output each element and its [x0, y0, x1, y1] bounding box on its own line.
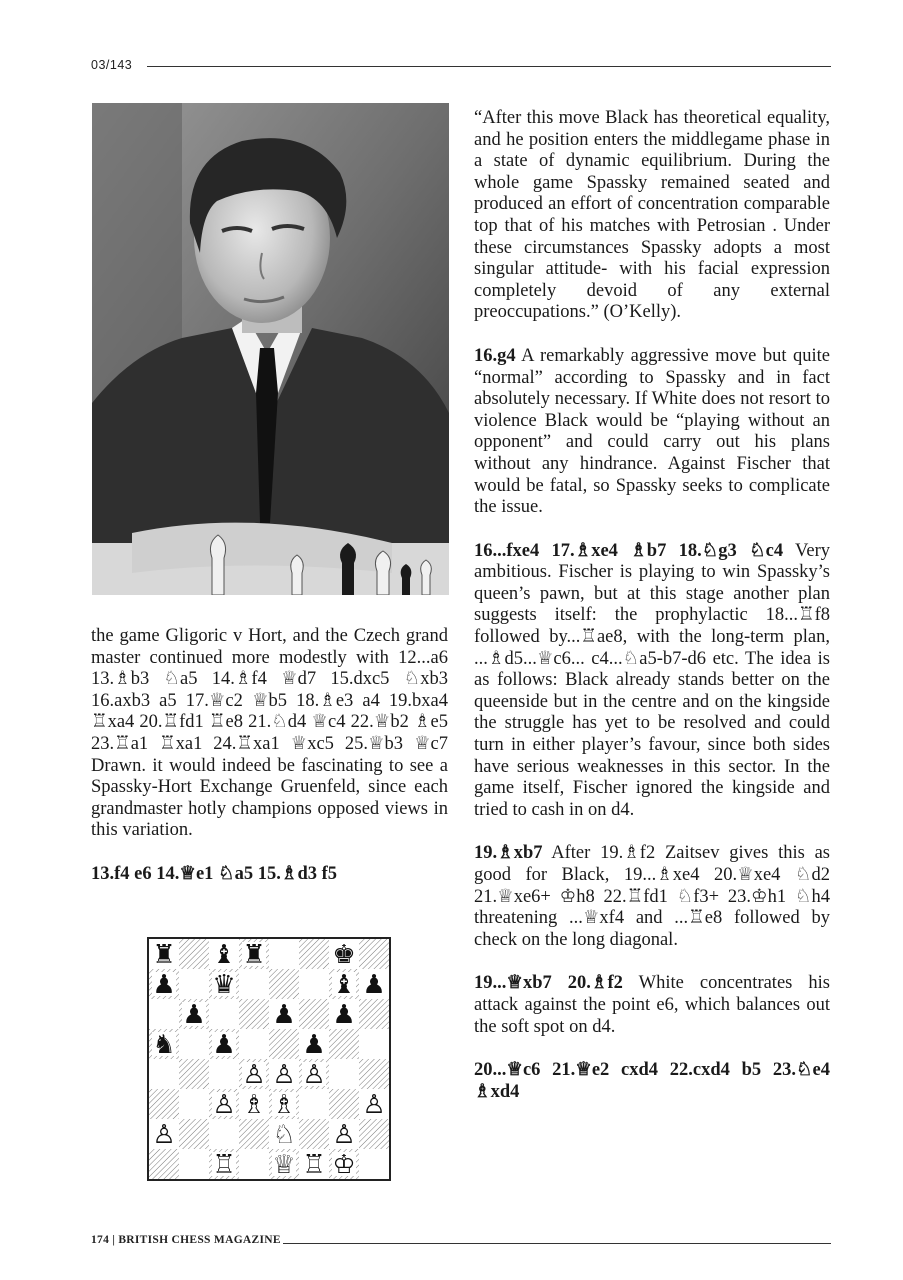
dark-square	[299, 999, 329, 1029]
chess-piece-f5: ♟	[302, 1030, 326, 1060]
chess-piece-a5: ♞	[152, 1030, 176, 1060]
chess-piece-h3: ♙	[362, 1090, 386, 1120]
header-rule	[147, 66, 831, 67]
annotation-16-fxe4	[474, 541, 830, 822]
light-square	[209, 1059, 239, 1089]
light-square	[299, 969, 329, 999]
chess-piece-c7: ♛	[212, 970, 236, 1000]
move-text: 16.g4	[474, 345, 516, 366]
chess-piece-a8: ♜	[152, 940, 176, 970]
dark-square	[239, 1119, 269, 1149]
chess-piece-e3: ♗	[272, 1090, 296, 1120]
chess-piece-d3: ♗	[242, 1090, 266, 1120]
annotation-text: A remarkably aggressive move but quite “normal” according to Spassky and in fact absolutely necessary. If White does not resort to violence Black would be “playing without an opponent” and could carry out his plans without any hindrance. Against Fischer that would be fatal, so Spassky seeks to complicate the issue.	[474, 345, 830, 518]
light-square	[209, 1119, 239, 1149]
footer-text: 174 | BRITISH CHESS MAGAZINE	[91, 1234, 281, 1246]
move-text: 19.♗xb7	[474, 843, 543, 864]
chess-piece-g1: ♔	[332, 1150, 356, 1179]
moves-heading-final: 20...♕c6 21.♕e2 cxd4 22.cxd4 b5 23.♘e4 ♗xd4	[474, 1060, 830, 1102]
light-square	[179, 969, 209, 999]
light-square	[359, 1149, 389, 1179]
dark-square	[149, 1149, 179, 1179]
footer-rule	[283, 1243, 831, 1244]
chess-piece-d4: ♙	[242, 1060, 266, 1090]
chess-piece-a7: ♟	[152, 970, 176, 1000]
move-text: 16...fxe4 17.♗xe4 ♗b7 18.♘g3 ♘c4	[474, 540, 784, 561]
chess-diagram	[147, 937, 391, 1181]
light-square	[149, 999, 179, 1029]
chess-piece-g6: ♟	[332, 1000, 356, 1030]
left-column	[91, 626, 448, 908]
dark-square	[269, 1029, 299, 1059]
chess-piece-c1: ♖	[212, 1150, 236, 1179]
chess-piece-a2: ♙	[152, 1120, 176, 1150]
light-square	[179, 1149, 209, 1179]
chess-piece-e4: ♙	[272, 1060, 296, 1090]
chess-piece-f4: ♙	[302, 1060, 326, 1090]
light-square	[179, 1029, 209, 1059]
chess-piece-f1: ♖	[302, 1150, 326, 1179]
chess-piece-e6: ♟	[272, 1000, 296, 1030]
annotation-text: White concentrates his attack against the point e6, which balances out the soft spot on d4.	[474, 973, 831, 1037]
dark-square	[329, 1089, 359, 1119]
annotation-16-g4	[474, 346, 830, 519]
dark-square	[359, 939, 389, 969]
right-column	[474, 108, 830, 1125]
dark-square	[329, 1029, 359, 1059]
page-footer	[91, 1234, 831, 1252]
chess-piece-g2: ♙	[332, 1120, 356, 1150]
dark-square	[179, 939, 209, 969]
annotation-text: Very ambitious. Fischer is playing to win Spassky’s queen’s pawn, but at this stage another plan suggests itself: the prophylactic 18...♖f8 followed by...♖ae8, with the long-term plan, ...♗d5...♕c6... c4...♘a5-b7-d6 etc. The idea is as follows: Black already stands better on the queenside but in the centre and on the kingside the struggle has yet to be resolved and could turn in either player’s favour, since both sides have serious weaknesses in this sector. In the game itself, Fischer ignored the kingside and tried to cash in on d4.	[474, 540, 830, 820]
dark-square	[239, 999, 269, 1029]
light-square	[239, 1149, 269, 1179]
chess-piece-h7: ♟	[362, 970, 386, 1000]
light-square	[239, 969, 269, 999]
dark-square	[359, 1059, 389, 1089]
page-header	[91, 58, 831, 76]
chess-piece-g7: ♝	[332, 970, 356, 1000]
move-text: 19...♕xb7 20.♗f2	[474, 973, 623, 994]
light-square	[269, 939, 299, 969]
chess-piece-g8: ♚	[332, 940, 356, 970]
light-square	[359, 1029, 389, 1059]
light-square	[299, 1089, 329, 1119]
dark-square	[179, 1119, 209, 1149]
dark-square	[359, 999, 389, 1029]
annotation-19-bxb7	[474, 843, 830, 951]
annotation-19-qxb7	[474, 973, 830, 1038]
light-square	[239, 1029, 269, 1059]
light-square	[329, 1059, 359, 1089]
dark-square	[299, 939, 329, 969]
analysis-paragraph: the game Gligoric v Hort, and the Czech grand master continued more modestly with 12...a6 13.♗b3 ♘a5 14.♗f4 ♕d7 15.dxc5 ♘xb3 16.axb3 a5 17.♕c2 ♕b5 18.♗e3 a4 19.bxa4 ♖xa4 20.♖fd1 ♖e8 21.♘d4 ♕c4 22.♕b2 ♗e5 23.♖a1 ♖xa1 24.♖xa1 ♕xc5 25.♕b3 ♕c7 Drawn. it would indeed be fascinating to see a Spassky-Hort Exchange Gruenfeld, since each grandmaster hotly champions opposed views in this variation.	[91, 626, 448, 841]
dark-square	[299, 1119, 329, 1149]
okelly-quote: “After this move Black has theoretical equality, and he position enters the middlegame phase in a state of dynamic equilibrium. During the whole game Spassky remained seated and produced an effort of concentration comparable top that of his matches with Petrosian . Under these circumstances Spassky adopts a most singular attitude- with his facial expression completely devoid of any external preoccupations.” (O’Kelly).	[474, 108, 830, 323]
dark-square	[179, 1059, 209, 1089]
dark-square	[269, 969, 299, 999]
dark-square	[149, 1089, 179, 1119]
moves-heading: 13.f4 e6 14.♕e1 ♘a5 15.♗d3 f5	[91, 863, 338, 884]
chess-piece-e1: ♕	[272, 1150, 296, 1179]
light-square	[179, 1089, 209, 1119]
page-reference: 03/143	[91, 58, 133, 72]
chess-piece-c3: ♙	[212, 1090, 236, 1120]
light-square	[209, 999, 239, 1029]
chess-piece-c8: ♝	[212, 940, 236, 970]
chess-piece-e2: ♘	[272, 1120, 296, 1150]
light-square	[149, 1059, 179, 1089]
chess-piece-c5: ♟	[212, 1030, 236, 1060]
dark-square	[359, 1119, 389, 1149]
chess-piece-b6: ♟	[182, 1000, 206, 1030]
player-photo	[92, 103, 449, 595]
annotation-text: After 19.♗f2 Zaitsev gives this as good for Black, 19...♗xe4 20.♕xe4 ♘d2 21.♕xe6+ ♔h8 22.♖fd1 ♘f3+ 23.♔h1 ♘h4 threatening ...♕xf4 and ...♖e8 followed by check on the long diagonal.	[474, 843, 830, 950]
chess-piece-d8: ♜	[242, 940, 266, 970]
